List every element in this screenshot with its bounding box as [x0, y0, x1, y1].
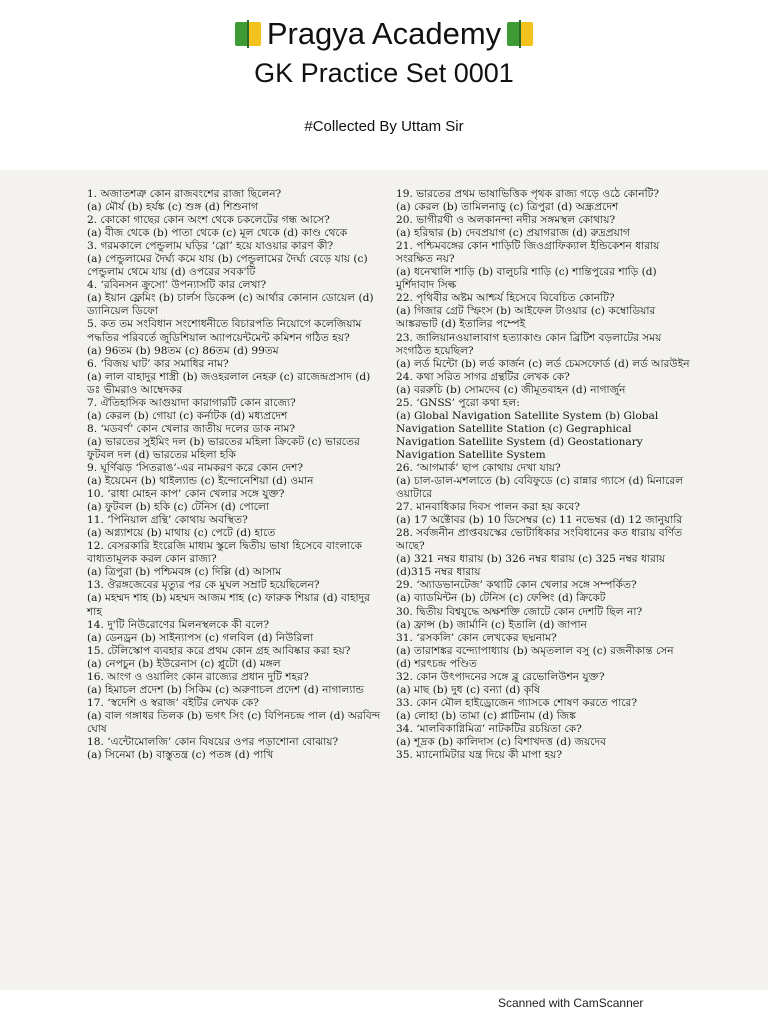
question-options: (a) শূদ্রক (b) কালিদাস (c) বিশাখদত্ত (d) জয়দেব: [396, 735, 607, 748]
question-options: (a) কেরল (b) গোয়া (c) কর্নাটক (d) মধ্যপ্রদেশ: [87, 409, 288, 422]
question-options: (a) হরিদ্বার (b) দেবপ্রয়াগ (c) প্রয়াগরাজ (d) রুদ্রপ্রয়াগ: [396, 227, 630, 240]
question-text: 33. কোন মৌল হাইড্রোজেন গ্যাসকে শোষণ করতে পারে?: [396, 696, 638, 709]
question-text: 14. দু'টি নিউরোণের মিলনস্থলকে কী বলে?: [87, 618, 270, 631]
question-text: 32. কোন উৎপাদনের সঙ্গে ব্লু রেভোলিউশন যুক্ত?: [396, 670, 605, 683]
question-text: 12. বেসরকারি ইংরেজি মাধ্যম স্কুলে দ্বিতীয় ভাষা হিসেবে বাংলাকে বাধ্যতামূলক করল কোন রাজ্য?: [87, 540, 363, 566]
question-column-left: [87, 188, 382, 762]
question-options: (a) ব্যাডমিন্টন (b) টেনিস (c) ফেন্সিং (d) ক্রিকেট: [396, 592, 606, 605]
book-icon: [507, 20, 533, 48]
question-options: (a) Global Navigation Satellite System (b) Global Navigation Satellite Station (c) Gegraphical Navigation Satellite System (d) Geostationary Navigation Satellite System: [396, 409, 659, 461]
question-options: (a) ইয়েমেন (b) থাইল্যান্ড (c) ইন্দোনেশিয়া (d) ওমান: [87, 475, 314, 488]
question-text: 5. কত তম সংবিধান সংশোধনীতে বিচারপতি নিয়োগে কলেজিয়াম পদ্ধতির পরিবর্তে জুডিশিয়াল অ্যাপয়েন্টমেন্ট কমিশন গঠিত হয়?: [87, 318, 362, 344]
question-text: 1. অজাতশত্রু কোন রাজবংশের রাজা ছিলেন?: [87, 188, 282, 200]
question-text: 26. ‘আগমার্ক’ ছাপ কোথায় দেখা যায়?: [396, 461, 561, 474]
question-options: (a) লাল বাহাদুর শাস্ত্রী (b) জওহরলাল নেহরু (c) রাজেন্দ্রপ্রসাদ (d) ডঃ ভীমরাও আম্বেদকর: [87, 370, 371, 396]
title-row: [0, 16, 768, 52]
question-options: (a) ত্রিপুরা (b) পশ্চিমবঙ্গ (c) দিল্লি (d) আসাম: [87, 566, 282, 579]
question-options: (a) ফুটবল (b) হকি (c) টেনিস (d) পোলো: [87, 501, 269, 514]
question-text: 31. ‘রসকলি’ কোন লেখকের ছদ্মনাম?: [396, 631, 557, 644]
question-text: 18. ‘এন্টোমোলজি’ কোন বিষয়ের ওপর পড়াশোনা বোঝায়?: [87, 735, 339, 748]
question-options: (a) ইয়ান ফ্লেমিং (b) চার্লস ডিকেন্স (c) আর্থার কোনান ডোয়েল (d) ড্যানিয়েল ডিফো: [87, 292, 374, 318]
question-options: (a) হিমাচল প্রদেশ (b) সিকিম (c) অরুণাচল প্রদেশ (d) নাগাল্যান্ড: [87, 683, 364, 696]
question-options: (a) সিনেমা (b) বাস্তুতন্ত্র (c) পতঙ্গ (d) পাখি: [87, 749, 274, 762]
question-text: 2. কোকো গাছের কোন অংশ থেকে চকলেটের গন্ধ আসে?: [87, 214, 330, 227]
question-text: 20. ভাগীরথী ও অলকানন্দা নদীর সঙ্গমস্থল কোথায়?: [396, 214, 616, 227]
question-options: (a) ডেনড্রন (b) সাইন্যাপস (c) গলবিল (d) নিউরিলা: [87, 631, 314, 644]
question-text: 10. ‘রাধা মোহন কাপ’ কোন খেলার সঙ্গে যুক্ত?: [87, 488, 285, 501]
question-text: 29. ‘অ্যাডভানটেজ’ কথাটি কোন খেলার সঙ্গে সম্পর্কিত?: [396, 579, 637, 592]
question-text: 34. ‘মালবিকাগ্নিমিত্র’ নাটকটির রচয়িতা কে?: [396, 722, 582, 735]
question-options: (a) বররুচি (b) সোমদেব (c) জীমূতবাহন (d) নাগার্জুন: [396, 383, 626, 396]
question-options: (a) পেন্ডুলামের দৈর্ঘ্য কমে যায় (b) পেন্ডুলামের দৈর্ঘ্য বেড়ে যায় (c) পেন্ডুলাম থেমে যায় (d) ওপরের সবক'টি: [87, 253, 368, 279]
page-header: [0, 0, 768, 180]
question-text: 27. মানবাধিকার দিবস পালন করা হয় কবে?: [396, 501, 580, 514]
question-options: (a) ভারতের সুইমিং দল (b) ভারতের মহিলা ক্রিকেট (c) ভারতের ফুটবল দল (d) ভারতের মহিলা হকি: [87, 435, 360, 461]
question-text: 13. ঔরঙ্গজেবের মৃত্যুর পর কে মুঘল সম্রাট হয়েছিলেন?: [87, 579, 320, 592]
question-column-right: [396, 188, 692, 762]
question-options: (a) মহম্মদ শাহ (b) মহম্মদ আজম শাহ (c) ফারুক শিয়ার (d) বাহাদুর শাহ: [87, 592, 370, 618]
question-text: 4. ‘রবিনসন ক্রুসো’ উপন্যাসটি কার লেখা?: [87, 279, 267, 292]
question-text: 25. ‘GNSS’ পুরো কথা হল:: [396, 396, 520, 409]
question-options: (a) ফ্রান্স (b) জার্মানি (c) ইতালি (d) জাপান: [396, 618, 587, 631]
question-text: 15. টেলিস্কোপ ব্যবহার করে প্রথম কোন গ্রহ আবিষ্কার করা হয়?: [87, 644, 351, 657]
question-options: (a) অগ্ন্যাশয়ে (b) মাথায় (c) পেটে (d) হাতে: [87, 527, 276, 540]
question-options: (a) মৌর্য (b) হর্যঙ্ক (c) শুঙ্গ (d) শিশুনাগ: [87, 201, 258, 214]
question-text: 23. জালিয়ানওয়ালাবাগ হত্যাকাণ্ড কোন ব্রিটিশ বড়লাটের সময় সংগঠিত হয়েছিল?: [396, 331, 662, 357]
page-title: Pragya Academy: [266, 16, 502, 51]
question-text: 3. গরমকালে পেন্ডুলাম ঘড়ির ‘স্লো’ হয়ে যাওয়ার কারণ কী?: [87, 240, 334, 253]
question-options: (a) তারাশঙ্কর বন্দ্যোপাধ্যায় (b) অমৃতলাল বসু (c) রজনীকান্ত সেন (d) শরৎচন্দ্র পণ্ডিত: [396, 644, 674, 670]
collected-by: #Collected By Uttam Sir: [304, 118, 464, 135]
question-options: (a) বীজ থেকে (b) পাতা থেকে (c) মূল থেকে (d) কাণ্ড থেকে: [87, 227, 348, 240]
question-text: 28. সর্বজনীন প্রাপ্তবয়স্কের ভোটাধিকার সংবিধানের কত ধারায় বর্ণিত আছে?: [396, 527, 683, 553]
question-text: 9. ঘূর্ণিঝড় ‘সিতরাঙ’-এর নামকরণ করে কোন দেশ?: [87, 461, 304, 474]
question-options: (a) লোহা (b) তামা (c) প্লাটিনাম (d) জিঙ্ক: [396, 709, 576, 722]
question-text: 8. ‘মডবর্ণ’ কোন খেলার জাতীয় দলের ডাক নাম?: [87, 422, 296, 435]
page-subtitle: GK Practice Set 0001: [254, 58, 514, 88]
question-options: (a) বাল গঙ্গাধর তিলক (b) ভগৎ সিং (c) বিপিনচন্দ্র পাল (d) অরবিন্দ ঘোষ: [87, 709, 381, 735]
question-text: 16. আংগ ও ওয়ালিং কোন রাজ্যের প্রধান দুটি শহর?: [87, 670, 309, 683]
question-options: (a) লর্ড মিন্টো (b) লর্ড কার্জন (c) লর্ড চেমসফোর্ড (d) লর্ড আরউইন: [396, 357, 690, 370]
question-text: 35. ম্যানোমিটার যন্ত্র দিয়ে কী মাপা হয়?: [396, 749, 563, 762]
book-icon: [235, 20, 261, 48]
scanner-watermark: Scanned with CamScanner: [498, 996, 644, 1010]
question-options: (a) 17 অক্টোবর (b) 10 ডিসেম্বর (c) 11 নভেম্বর (d) 12 জানুয়ারি: [396, 514, 683, 527]
question-text: 22. পৃথিবীর অষ্টম আশ্চর্য হিসেবে বিবেচিত কোনটি?: [396, 292, 615, 305]
question-options: (a) 321 নম্বর ধারায় (b) 326 নম্বর ধারায় (c) 325 নম্বর ধারায় (d)315 নম্বর ধারায়: [396, 553, 666, 579]
question-text: 17. ‘স্বদেশি ও স্বরাজ’ বইটির লেখক কে?: [87, 696, 259, 709]
question-options: (a) নেপচুন (b) ইউরেনাস (c) প্লুটো (d) মঙ্গল: [87, 657, 281, 670]
question-text: 24. কথা সরিত সাগর গ্রন্থটির লেখক কে?: [396, 370, 570, 383]
question-options: (a) 96তম (b) 98তম (c) 86তম (d) 99তম: [87, 344, 279, 357]
question-options: (a) চাল-ডাল-মশলাতে (b) বেবিফুডে (c) রান্নার গ্যাসে (d) মিনারেল ওয়াটারে: [396, 475, 684, 501]
question-text: 21. পশ্চিমবঙ্গের কোন শাড়িটি জিওগ্রাফিক্যাল ইন্ডিকেশন ধারায় সংরক্ষিত নয়?: [396, 240, 660, 266]
question-text: 30. দ্বিতীয় বিশ্বযুদ্ধে অক্ষশক্তি জোটে কোন দেশটি ছিল না?: [396, 605, 643, 618]
question-options: (a) কেরল (b) তামিলনাড়ু (c) ত্রিপুরা (d) অন্ধ্রপ্রদেশ: [396, 201, 619, 214]
question-text: 7. ঐতিহাসিক আগুয়াদা কারাগারটি কোন রাজ্যে?: [87, 396, 296, 409]
question-options: (a) মাছ (b) দুধ (c) বন্যা (d) কৃষি: [396, 683, 540, 696]
question-text: 19. ভারতের প্রথম ভাষাভিত্তিক পৃথক রাজ্য গড়ে ওঠে কোনটি?: [396, 188, 660, 200]
question-text: 6. ‘বিজয় ঘাট’ কার সমাধির নাম?: [87, 357, 229, 370]
question-text: 11. ‘পিনিয়াল গ্রন্থি’ কোথায় অবস্থিত?: [87, 514, 248, 527]
question-options: (a) গিজার গ্রেট স্ফিংস (b) আইফেল টাওয়ার (c) কম্বোডিয়ার আঙ্করভাট (d) ইতালির পম্পেই: [396, 305, 656, 331]
question-options: (a) ধনেখালি শাড়ি (b) বালুচরি শাড়ি (c) শান্তিপুরের শাড়ি (d) মুর্শিদাবাদ সিল্ক: [396, 266, 657, 292]
